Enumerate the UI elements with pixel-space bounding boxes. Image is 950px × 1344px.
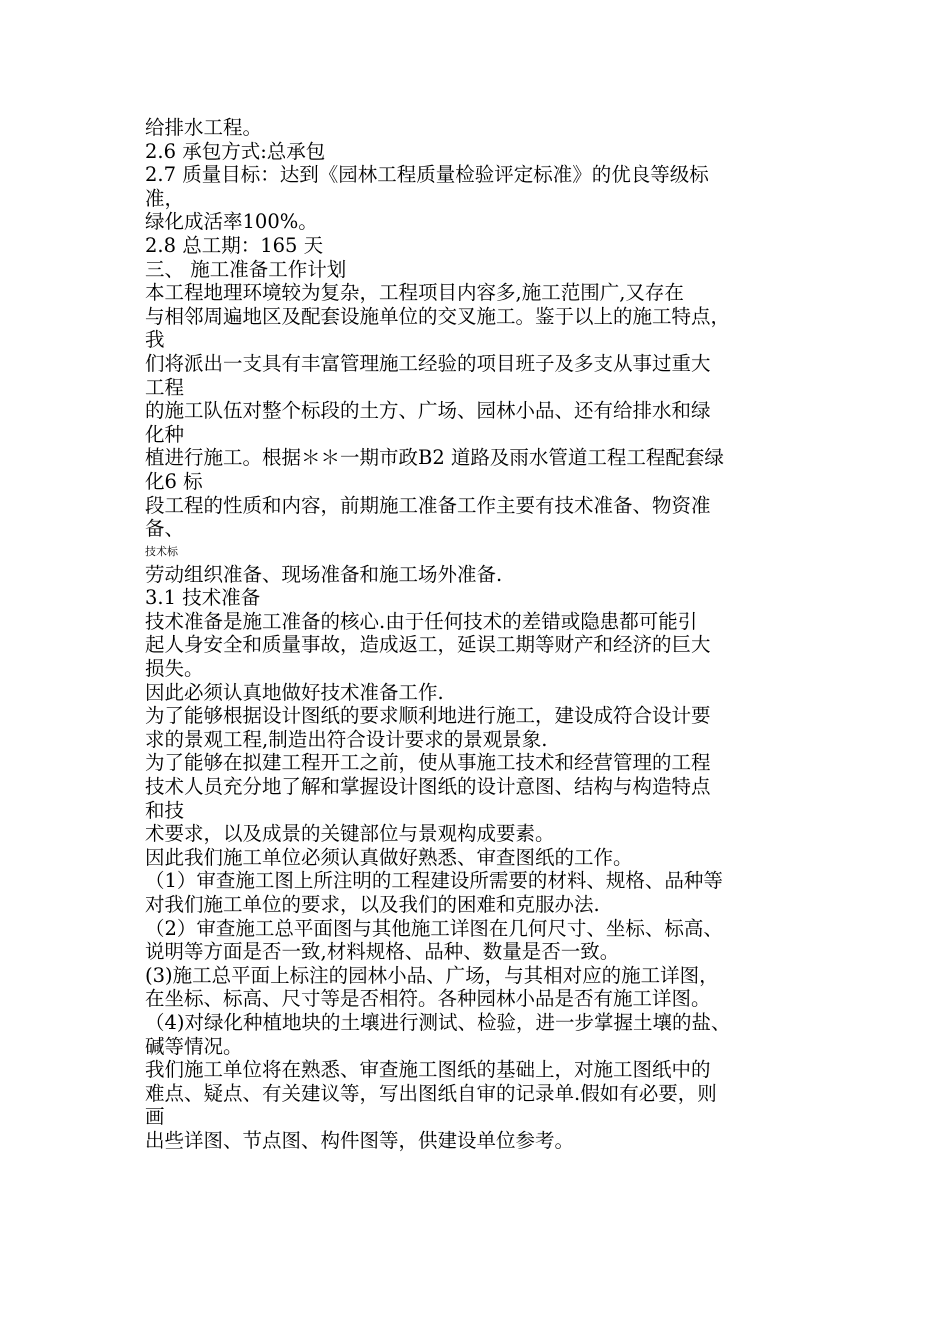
text-line: 因此我们施工单位必须认真做好熟悉、审查图纸的工作。 [145,845,633,869]
text-line: 说明等方面是否一致,材料规格、品种、数量是否一致。 [145,940,620,964]
header-label: 技术标 [145,544,178,558]
text-line: （2）审查施工总平面图与其他施工详图在几何尺寸、坐标、标高、 [145,916,723,940]
text-line: 技术人员充分地了解和掌握设计图纸的设计意图、结构与构造特点 [145,775,711,799]
text-line: （4)对绿化种植地块的土壤进行测试、检验，进一步掌握土壤的盐、 [145,1010,731,1034]
text-line: 准， [145,186,185,210]
text-line: 难点、疑点、有关建议等，写出图纸自审的记录单.假如有必要，则 [145,1081,717,1105]
text-line: 碱等情况。 [145,1034,243,1058]
text-line: 劳动组织准备、现场准备和施工场外准备. [145,562,503,586]
text-line: 2.6 承包方式:总承包 [145,139,326,163]
section-heading: 3.1 技术准备 [145,586,261,610]
text-line: 本工程地理环境较为复杂，工程项目内容多,施工范围广,又存在 [145,281,684,305]
text-line: (3)施工总平面上标注的园林小品、广场，与其相对应的施工详图， [145,963,719,987]
text-line: 我 [145,328,165,352]
text-line: 因此必须认真地做好技术准备工作. [145,680,444,704]
text-line: 与相邻周遍地区及配套设施单位的交叉施工。鉴于以上的施工特点， [145,304,731,328]
text-line: 为了能够在拟建工程开工之前，使从事施工技术和经营管理的工程 [145,751,711,775]
text-line: 2.8 总工期：165 天 [145,233,324,257]
text-line: 工程 [145,375,185,399]
text-line: 损失。 [145,657,204,681]
text-line: （1）审查施工图上所注明的工程建设所需要的材料、规格、品种等 [145,869,723,893]
text-line: 技术准备是施工准备的核心.由于任何技术的差错或隐患都可能引 [145,609,698,633]
text-line: 的施工队伍对整个标段的土方、广场、园林小品、还有给排水和绿 [145,399,711,423]
text-line: 画 [145,1105,165,1129]
text-line: 绿化成活率100%。 [145,210,318,234]
section-heading: 三、 施工准备工作计划 [145,257,347,281]
text-line: 出些详图、节点图、构件图等，供建设单位参考。 [145,1128,575,1152]
text-line: 在坐标、标高、尺寸等是否相符。各种园林小品是否有施工详图。 [145,987,711,1011]
text-line: 备、 [145,517,185,541]
text-line: 们将派出一支具有丰富管理施工经验的项目班子及多支从事过重大 [145,351,711,375]
text-line: 对我们施工单位的要求，以及我们的困难和克服办法. [145,893,600,916]
text-line: 求的景观工程,制造出符合设计要求的景观景象. [145,727,548,751]
text-line: 化种 [145,422,185,446]
text-line: 给排水工程。 [145,116,263,139]
text-line: 起人身安全和质量事故，造成返工，延误工期等财产和经济的巨大 [145,633,711,657]
text-line: 术要求，以及成景的关键部位与景观构成要素。 [145,822,555,846]
text-line: 2.7 质量目标：达到《园林工程质量检验评定标准》的优良等级标 [145,163,709,187]
text-line: 为了能够根据设计图纸的要求顺利地进行施工，建设成符合设计要 [145,704,711,728]
text-line: 化6 标 [145,469,203,493]
document-body [145,116,825,1153]
text-line: 植进行施工。根据＊＊一期市政B2 道路及雨水管道工程工程配套绿 [145,446,724,470]
text-line: 和技 [145,798,185,822]
text-line: 段工程的性质和内容，前期施工准备工作主要有技术准备、物资准 [145,493,711,517]
text-line: 我们施工单位将在熟悉、审查施工图纸的基础上，对施工图纸中的 [145,1058,711,1082]
